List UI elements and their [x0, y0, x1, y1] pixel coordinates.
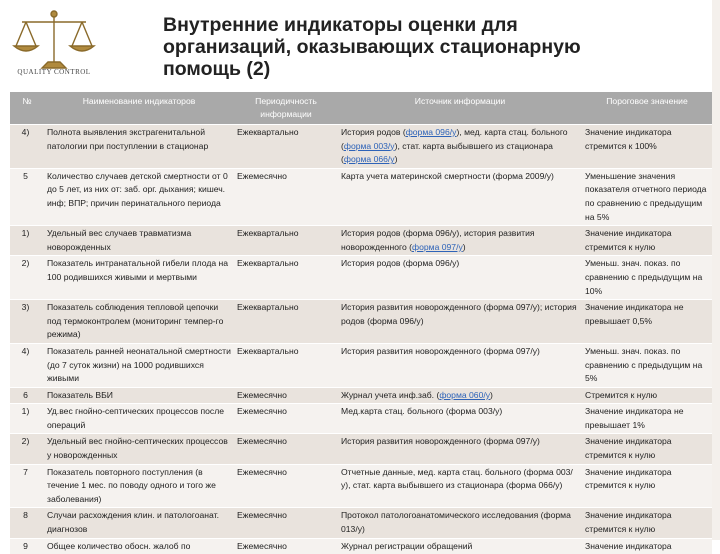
indicator-name: Показатель повторного поступления (в течение 1 мес. по поводу одного и того же заболевания) — [44, 464, 234, 508]
source-text: Журнал учета инф.заб. ( — [341, 389, 440, 400]
source-text: История родов ( — [341, 127, 406, 137]
source-text: История развития новорожденного (форма 097/у) — [341, 436, 540, 447]
indicators-table — [10, 92, 712, 554]
source — [338, 300, 582, 344]
table-row — [10, 300, 712, 344]
row-number: 2) — [10, 434, 44, 464]
form-link[interactable]: форма 097/у — [412, 241, 463, 252]
period: Ежеквартально — [234, 256, 338, 300]
row-number: 8 — [10, 508, 44, 538]
source — [338, 256, 582, 300]
logo-text: QUALITY CONTROL — [17, 68, 91, 76]
row-number: 3) — [10, 300, 44, 344]
table-row — [10, 387, 712, 404]
source-text: Журнал регистрации обращений — [341, 540, 473, 551]
source-text: ) — [394, 154, 398, 165]
indicator-name: Случаи расхождения клин. и патологоанат. диагнозов — [44, 508, 234, 538]
table-row — [10, 434, 712, 464]
row-number: 6 — [10, 387, 44, 404]
source-text: Протокол патологоанатомического исследования (форма 013/у) — [341, 510, 571, 535]
threshold: Уменьш. знач. показ. по сравнению с предыдущим на 5% — [582, 343, 712, 387]
period: Ежемесячно — [234, 168, 338, 225]
table-row — [10, 256, 712, 300]
threshold: Значение индикатора стремится к нулю — [582, 508, 712, 538]
source-text: История родов (форма 096/у), история развития новорожденного ( — [341, 228, 535, 252]
threshold: Значение индикатора не превышает 1% — [582, 404, 712, 434]
period: Ежеквартально — [234, 226, 338, 256]
source — [338, 538, 582, 554]
source — [338, 387, 582, 404]
period: Ежеквартально — [234, 300, 338, 344]
source-text: История развития новорожденного (форма 097/у); история родов (форма 096/у) — [341, 302, 577, 326]
table-row — [10, 343, 712, 387]
threshold: Значение индикатора стремится к нулю — [582, 226, 712, 256]
form-link[interactable]: форма 066/у — [343, 154, 395, 165]
row-number: 2) — [10, 256, 44, 300]
source-text: ), стат. карта выбывшего из стационара ( — [341, 140, 553, 165]
table-row — [10, 226, 712, 256]
source-text: Отчетные данные, мед. карта стац. больного (форма 003/у), стат. карта выбывшего из стационара (форма 066/у) — [341, 466, 573, 491]
indicator-name: Удельный вес гнойно-септических процессов у новорожденных — [44, 434, 234, 464]
source-text: ), мед. карта стац. больного ( — [341, 127, 568, 151]
header-source: Источник информации — [414, 96, 506, 106]
source-text: История родов (форма 096/у) — [341, 258, 460, 269]
indicator-name: Удельный вес случаев травматизма новорожденных — [44, 226, 234, 256]
threshold: Уменьшение значения показателя отчетного периода по сравнению с предыдущим на 5% — [582, 168, 712, 225]
page-title: Внутренние индикаторы оценки для организаций, оказывающих стационарную помощь (2) — [163, 14, 581, 80]
header-period: Периодичность информации — [255, 96, 317, 119]
threshold: Уменьш. знач. показ. по сравнению с предыдущим на 10% — [582, 256, 712, 300]
header-name: Наименование индикаторов — [82, 96, 196, 106]
table-row — [10, 168, 712, 225]
threshold: Значение индикатора стремится к 100% — [582, 125, 712, 169]
row-number: 4) — [10, 343, 44, 387]
period: Ежемесячно — [234, 434, 338, 464]
period: Ежемесячно — [234, 404, 338, 434]
source — [338, 434, 582, 464]
source — [338, 168, 582, 225]
decorative-side-bar — [712, 0, 720, 540]
period: Ежемесячно — [234, 387, 338, 404]
source — [338, 226, 582, 256]
row-number: 9 — [10, 538, 44, 554]
source-text: Карта учета материнской смертности (форма 2009/у) — [341, 170, 554, 181]
period: Ежемесячно — [234, 508, 338, 538]
indicator-name: Показатель ранней неонатальной смертности (до 7 суток жизни) на 1000 родившихся живыми — [44, 343, 234, 387]
source — [338, 464, 582, 508]
indicator-name: Общее количество обосн. жалоб по — [44, 538, 234, 554]
source — [338, 508, 582, 538]
source — [338, 343, 582, 387]
table-row — [10, 404, 712, 434]
period: Ежемесячно — [234, 464, 338, 508]
indicator-name: Уд.вес гнойно-септических процессов после операций — [44, 404, 234, 434]
period: Ежеквартально — [234, 125, 338, 169]
row-number: 7 — [10, 464, 44, 508]
indicator-name: Показатель интранатальной гибели плода на 100 родившихся живыми и мертвыми — [44, 256, 234, 300]
table-row — [10, 464, 712, 508]
threshold: Стремится к нулю — [582, 387, 712, 404]
row-number: 4) — [10, 125, 44, 169]
indicator-name: Показатель соблюдения тепловой цепочки под термоконтролем (мониторинг темпер-го режима) — [44, 300, 234, 344]
source — [338, 404, 582, 434]
source-text: ) — [462, 241, 466, 252]
row-number: 1) — [10, 404, 44, 434]
period: Ежеквартально — [234, 343, 338, 387]
table-row — [10, 125, 712, 169]
threshold: Значение индикатора стремится к нулю — [582, 434, 712, 464]
threshold: Значение индикатора — [582, 538, 712, 554]
source-text: Мед.карта стац. больного (форма 003/у) — [341, 406, 503, 417]
indicator-name: Количество случаев детской смертности от 0 до 5 лет, из них от: заб. орг. дыхания; кишеч. инф; ВПР; причин перинатального периода — [44, 168, 234, 225]
indicator-name: Полнота выявления экстрагенитальной патологии при поступлении в стационар — [44, 125, 234, 169]
threshold: Значение индикатора не превышает 0,5% — [582, 300, 712, 344]
table-header-row — [10, 92, 712, 125]
period: Ежемесячно — [234, 538, 338, 554]
source — [338, 125, 582, 169]
threshold: Значение индикатора стремится к нулю — [582, 464, 712, 508]
table-row — [10, 508, 712, 538]
indicator-name: Показатель ВБИ — [44, 387, 234, 404]
source-text: ) — [490, 389, 493, 400]
header-num: № — [22, 96, 32, 106]
row-number: 5 — [10, 168, 44, 225]
form-link[interactable]: форма 003/у — [343, 140, 395, 151]
form-link[interactable]: форма 060/у — [439, 389, 491, 400]
header-threshold: Пороговое значение — [606, 96, 688, 106]
form-link[interactable]: форма 096/у — [405, 127, 457, 137]
source-text: История развития новорожденного (форма 097/у) — [341, 345, 540, 356]
table-row — [10, 538, 712, 554]
row-number: 1) — [10, 226, 44, 256]
